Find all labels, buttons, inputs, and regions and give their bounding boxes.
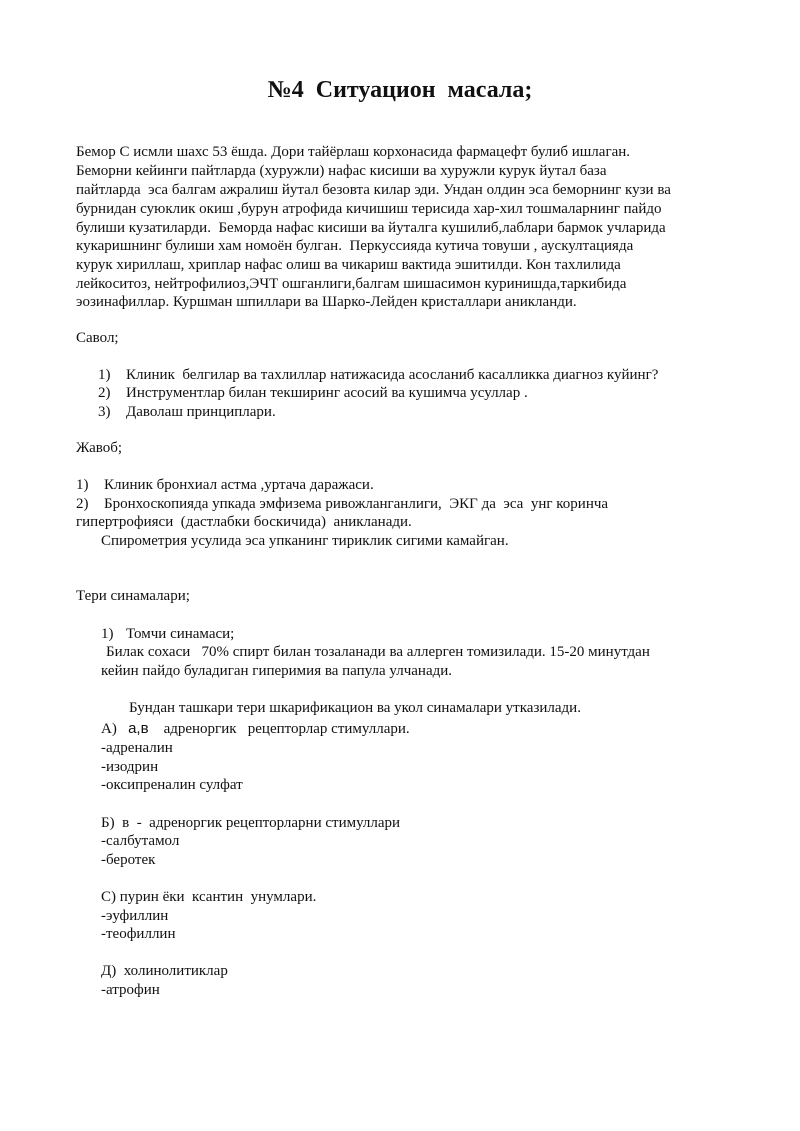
drug-group-a-text: адреноргик рецепторлар стимуллари. (163, 721, 410, 737)
case-line-7: курук хириллаш, хриплар нафас олиш ва чикариш вактида эшитилди. Кон тахлилида (76, 257, 621, 273)
case-line-8: лейкоситоз, нейтрофилиоз,ЭЧТ ошганлиги,балгам шишасимон куринишда,таркибида (76, 276, 627, 292)
case-line-3: пайтларда эса балгам ажралиш йутал безовта килар эди. Ундан олдин эса беморнинг кузи ва (76, 182, 671, 198)
question-number: 2) (98, 385, 111, 401)
question-text: Клиник белгилар ва тахлиллар натижасида асосланиб касалликка диагноз куйинг? (126, 367, 659, 383)
case-line-5: булиши кузатиларди. Беморда нафас кисиши ва йуталга кушилиб,лаблари бармок учларида (76, 220, 666, 236)
skin-test-text: Билак сохаси 70% спирт билан тозаланади ва аллерген томизилади. 15-20 минутдан (106, 644, 650, 660)
question-number: 1) (98, 367, 111, 383)
drug-group-a-prefix: А) (101, 721, 117, 737)
answer-text: гипертрофияси (дастлабки боскичида) аникланади. (76, 514, 412, 530)
answer-text: Бронхоскопияда упкада эмфизема ривожланганлиги, ЭКГ да эса унг коринча (104, 496, 609, 512)
case-line-6: кукаришнинг булиши хам номоён булган. Перкуссияда кутича товуши , аускултацияда (76, 238, 634, 254)
drug-item: -атрофин (101, 982, 160, 998)
drug-group-a-greek: а,в (128, 720, 149, 737)
question-number: 3) (98, 404, 111, 420)
case-line-1: Бемор С исмли шахс 53 ёшда. Дори тайёрлаш корхонасида фармацефт булиб ишлаган. (76, 144, 631, 160)
case-line-4: бурнидан суюклик окиш ,бурун атрофида кичишиш терисида хар-хил тошмаларнинг пайдо (76, 201, 662, 217)
drug-item: -изодрин (101, 759, 159, 775)
case-line-9: эозинафиллар. Куршман шпиллари ва Шарко-Лейден кристаллари аникланди. (76, 294, 577, 310)
skin-tests-heading: Тери синамалари; (76, 588, 190, 604)
page-title: №4 Ситуацион масала; (267, 77, 533, 103)
question-text: Инструментлар билан текширинг асосий ва кушимча усуллар . (126, 385, 528, 401)
answer-number: 2) (76, 496, 89, 512)
drug-group-a-title (101, 719, 410, 739)
drug-item: -теофиллин (101, 926, 176, 942)
drug-item: -салбутамол (101, 833, 180, 849)
skin-test-title: Томчи синамаси; (126, 626, 235, 642)
answer-heading: Жавоб; (76, 440, 123, 456)
drug-group-b-title: Б) в - адреноргик рецепторларни стимуллари (101, 815, 401, 831)
answer-number: 1) (76, 477, 89, 493)
skin-test-text: кейин пайдо буладиган гиперимия ва папула улчанади. (101, 663, 453, 679)
spirometry-text: Спирометрия усулида эса упканинг тириклик сигими камайган. (101, 533, 509, 549)
drug-group-d-title: Д) холинолитиклар (101, 963, 228, 979)
skin-test-number: 1) (101, 626, 114, 642)
question-text: Даволаш принциплари. (126, 404, 276, 420)
drug-item: -беротек (101, 852, 156, 868)
question-heading: Савол; (76, 330, 119, 346)
case-line-2: Беморни кейинги пайтларда (хуружли) нафас кисиши ва хуружли курук йутал база (76, 163, 607, 179)
drug-item: -эуфиллин (101, 908, 169, 924)
skin-test-extra: Бундан ташкари тери шкарификацион ва укол синамалари утказилади. (129, 700, 581, 716)
drug-item: -адреналин (101, 740, 173, 756)
answer-text: Клиник бронхиал астма ,уртача даражаси. (104, 477, 374, 493)
drug-item: -оксипреналин сулфат (101, 777, 243, 793)
drug-group-c-title: С) пурин ёки ксантин унумлари. (101, 889, 317, 905)
